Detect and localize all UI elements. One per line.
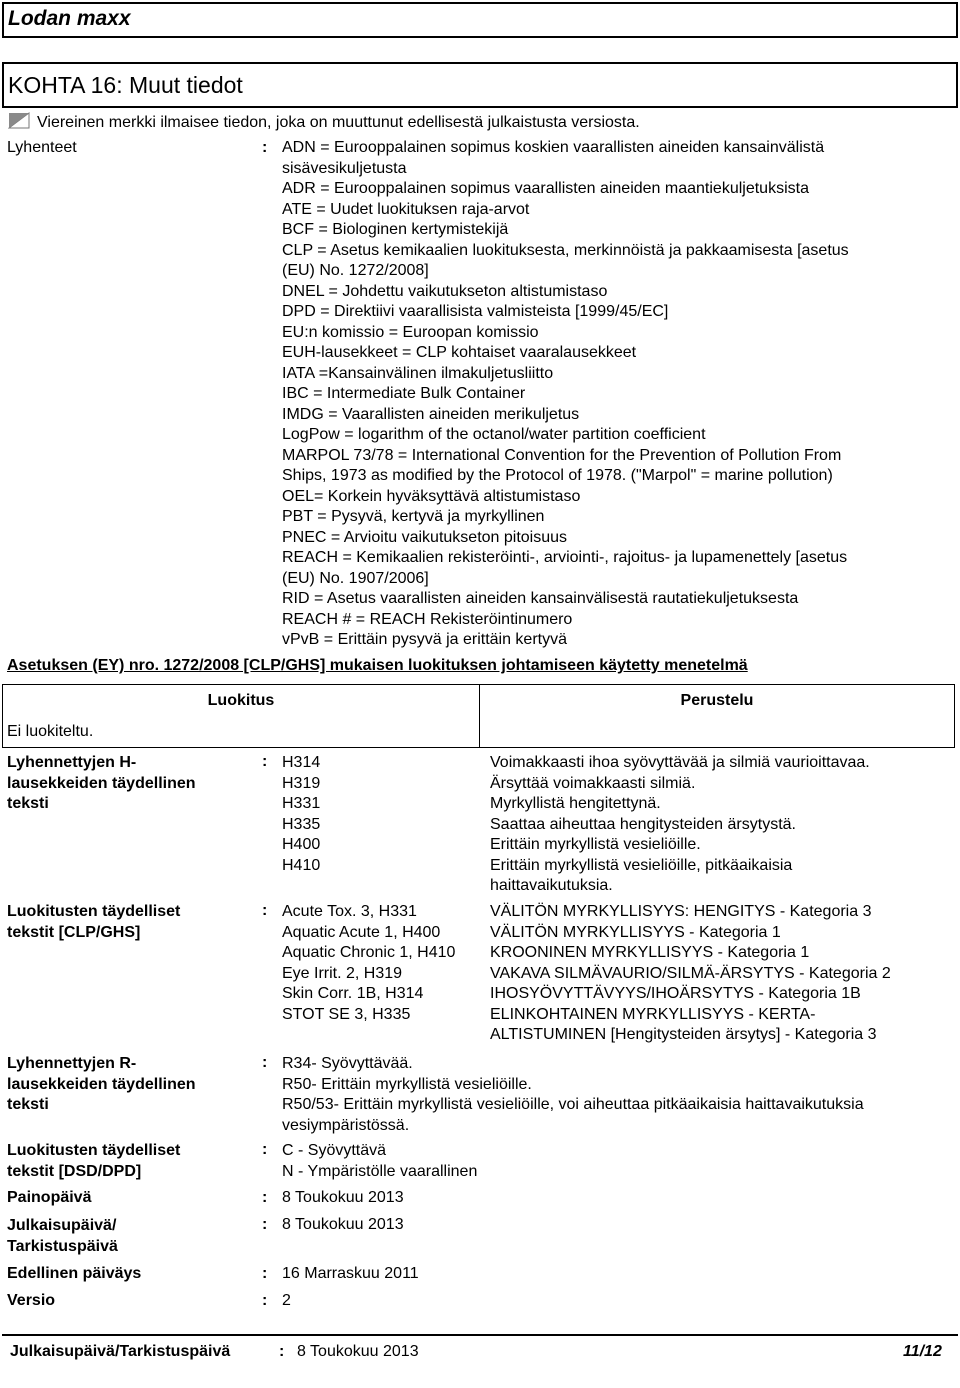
h-code: H331: [282, 795, 321, 812]
clp-text: VÄLITÖN MYRKYLLISYYS - Kategoria 1: [490, 923, 781, 941]
print-date-value: 8 Toukokuu 2013: [282, 1189, 404, 1206]
basis-value: [480, 717, 955, 748]
clp-text: KROONINEN MYRKYLLISYYS - Kategoria 1: [490, 944, 810, 961]
issue-date-label: [7, 1216, 118, 1257]
abbreviation-line: ADN = Eurooppalainen sopimus koskien vaarallisten aineiden kansainvälistä: [282, 139, 825, 156]
section-title: KOHTA 16: Muut tiedot: [8, 72, 243, 98]
header-box: [2, 2, 958, 38]
label-line: Tarkistuspäivä: [7, 1237, 118, 1255]
h-text: Saattaa aiheuttaa hengitysteiden ärsytystä.: [490, 815, 796, 833]
clp-code: Eye Irrit. 2, H319: [282, 964, 403, 982]
clp-code: Aquatic Acute 1, H400: [282, 923, 441, 941]
r-phrase: vesiympäristössä.: [282, 1116, 410, 1134]
dsd-class: N - Ympäristölle vaarallinen: [282, 1162, 478, 1180]
h-code: H410: [282, 856, 321, 874]
label-line: tekstit [CLP/GHS]: [7, 923, 141, 941]
classification-value: Ei luokiteltu.: [3, 717, 480, 748]
abbreviation-line: IBC = Intermediate Bulk Container: [282, 385, 526, 402]
page-number: 11/12: [903, 1343, 942, 1360]
label-line: tekstit [DSD/DPD]: [7, 1162, 142, 1180]
footer-label: Julkaisupäivä/Tarkistuspäivä: [10, 1343, 231, 1360]
label-line: Julkaisupäivä/: [7, 1217, 117, 1234]
abbreviation-line: LogPow = logarithm of the octanol/water partition coefficient: [282, 426, 706, 443]
abbreviation-line: IATA =Kansainvälinen ilmakuljetusliitto: [282, 364, 554, 382]
label-line: Lyhennettyjen R-: [7, 1055, 137, 1072]
footer-colon: :: [279, 1343, 285, 1360]
version-colon: :: [262, 1292, 268, 1309]
h-text: haittavaikutuksia.: [490, 877, 613, 894]
abbreviation-line: sisävesikuljetusta: [282, 159, 407, 177]
issue-date-colon: :: [262, 1216, 268, 1233]
product-name: Lodan maxx: [8, 7, 131, 30]
h-text: Ärsyttää voimakkaasti silmiä.: [490, 774, 696, 792]
dsd-classes-list: [282, 1141, 477, 1182]
clp-classes-label: [7, 902, 180, 943]
clp-classes-colon: :: [262, 902, 268, 919]
column-header-basis: Perustelu: [480, 685, 955, 717]
h-code: H319: [282, 774, 321, 792]
abbreviation-line: (EU) No. 1907/2006]: [282, 569, 429, 587]
h-text: Erittäin myrkyllistä vesieliöille, pitkäaikaisia: [490, 856, 793, 874]
version-value: 2: [282, 1292, 291, 1309]
clp-text: VAKAVA SILMÄVAURIO/SILMÄ-ÄRSYTYS - Kategoria 2: [490, 964, 891, 982]
abbreviation-line: RID = Asetus vaarallisten aineiden kansainvälisestä rautatiekuljetuksesta: [282, 590, 799, 607]
clp-text: ALTISTUMINEN [Hengitysteiden ärsytys] - Kategoria 3: [490, 1026, 877, 1043]
print-date-colon: :: [262, 1189, 268, 1206]
previous-date-value: 16 Marraskuu 2011: [282, 1265, 419, 1282]
abbreviations-colon: :: [262, 139, 268, 156]
label-line: Luokitusten täydelliset: [7, 903, 181, 920]
abbreviation-line: EUH-lausekkeet = CLP kohtaiset vaaralausekkeet: [282, 344, 637, 361]
abbreviation-line: REACH # = REACH Rekisteröintinumero: [282, 610, 573, 628]
label-line: lausekkeiden täydellinen: [7, 1075, 196, 1093]
h-code: H335: [282, 815, 321, 833]
abbreviation-line: Ships, 1973 as modified by the Protocol of 1978. ("Marpol" = marine pollution): [282, 467, 833, 484]
method-heading: Asetuksen (EY) nro. 1272/2008 [CLP/GHS] mukaisen luokituksen johtamiseen käytetty menetelmä: [7, 657, 748, 674]
r-phrase: R50/53- Erittäin myrkyllistä vesieliöille, voi aiheuttaa pitkäaikaisia haittavaikutuksia: [282, 1096, 864, 1113]
clp-code: Skin Corr. 1B, H314: [282, 985, 424, 1002]
r-phrase: R50- Erittäin myrkyllistä vesieliöille.: [282, 1075, 532, 1093]
abbreviations-list: [282, 138, 849, 651]
label-line: teksti: [7, 1096, 49, 1113]
clp-text: VÄLITÖN MYRKYLLISYYS: HENGITYS - Kategoria 3: [490, 903, 872, 920]
clp-texts-list: [490, 902, 891, 1046]
abbreviation-line: DNEL = Johdettu vaikutukseton altistumistaso: [282, 282, 608, 300]
clp-codes-list: [282, 902, 455, 1025]
abbreviation-line: EU:n komissio = Euroopan komissio: [282, 323, 539, 341]
clp-text: IHOSYÖVYTTÄVYYS/IHOÄRSYTYS - Kategoria 1B: [490, 985, 861, 1002]
issue-date-value: 8 Toukokuu 2013: [282, 1216, 404, 1233]
label-line: teksti: [7, 795, 49, 812]
previous-date-colon: :: [262, 1265, 268, 1282]
dsd-classes-colon: :: [262, 1141, 268, 1158]
clp-code: STOT SE 3, H335: [282, 1005, 411, 1023]
clp-code: Aquatic Chronic 1, H410: [282, 944, 456, 961]
label-line: lausekkeiden täydellinen: [7, 774, 196, 792]
abbreviation-line: REACH = Kemikaalien rekisteröinti-, arviointi-, rajoitus- ja lupamenettely [asetus: [282, 549, 848, 566]
h-text: Voimakkaasti ihoa syövyttävää ja silmiä vaurioittavaa.: [490, 754, 870, 771]
r-phrase: R34- Syövyttävää.: [282, 1055, 413, 1072]
column-header-classification: Luokitus: [3, 685, 480, 717]
label-line: Lyhennettyjen H-: [7, 754, 137, 771]
h-codes-list: [282, 753, 320, 876]
abbreviation-line: BCF = Biologinen kertymistekijä: [282, 221, 509, 238]
version-label: Versio: [7, 1292, 56, 1309]
change-note: Viereinen merkki ilmaisee tiedon, joka on muuttunut edellisestä julkaistusta versiosta.: [37, 114, 640, 131]
footer-date: 8 Toukokuu 2013: [297, 1343, 419, 1360]
abbreviation-line: (EU) No. 1272/2008]: [282, 262, 429, 279]
h-code: H400: [282, 836, 321, 853]
r-phrases-label: [7, 1054, 196, 1116]
h-code: H314: [282, 754, 321, 771]
h-text: Erittäin myrkyllistä vesieliöille.: [490, 836, 701, 853]
abbreviation-line: ATE = Uudet luokituksen raja-arvot: [282, 200, 530, 218]
r-phrases-list: [282, 1054, 864, 1136]
classification-table: [2, 684, 955, 748]
abbreviation-line: OEL= Korkein hyväksyttävä altistumistaso: [282, 487, 581, 505]
abbreviation-line: IMDG = Vaarallisten aineiden merikuljetus: [282, 405, 580, 423]
h-text: Myrkyllistä hengitettynä.: [490, 795, 661, 812]
label-line: Luokitusten täydelliset: [7, 1142, 181, 1159]
dsd-class: C - Syövyttävä: [282, 1142, 387, 1159]
change-marker-icon: [8, 112, 30, 129]
abbreviation-line: vPvB = Erittäin pysyvä ja erittäin kertyvä: [282, 631, 567, 648]
abbreviation-line: PNEC = Arvioitu vaikutukseton pitoisuus: [282, 528, 568, 546]
abbreviation-line: PBT = Pysyvä, kertyvä ja myrkyllinen: [282, 508, 545, 525]
previous-date-label: Edellinen päiväys: [7, 1265, 142, 1282]
abbreviation-line: ADR = Eurooppalainen sopimus vaarallisten aineiden maantiekuljetuksista: [282, 180, 809, 197]
abbreviation-line: MARPOL 73/78 = International Convention for the Prevention of Pollution From: [282, 446, 842, 464]
abbreviation-line: DPD = Direktiivi vaarallisista valmisteista [1999/45/EC]: [282, 303, 669, 320]
clp-code: Acute Tox. 3, H331: [282, 903, 417, 920]
h-statements-label: [7, 753, 196, 815]
abbreviations-label: Lyhenteet: [7, 139, 77, 156]
h-texts-list: [490, 753, 870, 897]
h-statements-colon: :: [262, 753, 268, 770]
clp-text: ELINKOHTAINEN MYRKYLLISYYS - KERTA-: [490, 1005, 816, 1023]
print-date-label: Painopäivä: [7, 1189, 92, 1206]
r-phrases-colon: :: [262, 1054, 268, 1071]
abbreviation-line: CLP = Asetus kemikaalien luokituksesta, merkinnöistä ja pakkaamisesta [asetus: [282, 241, 849, 259]
dsd-classes-label: [7, 1141, 180, 1182]
footer-divider: [2, 1334, 958, 1336]
